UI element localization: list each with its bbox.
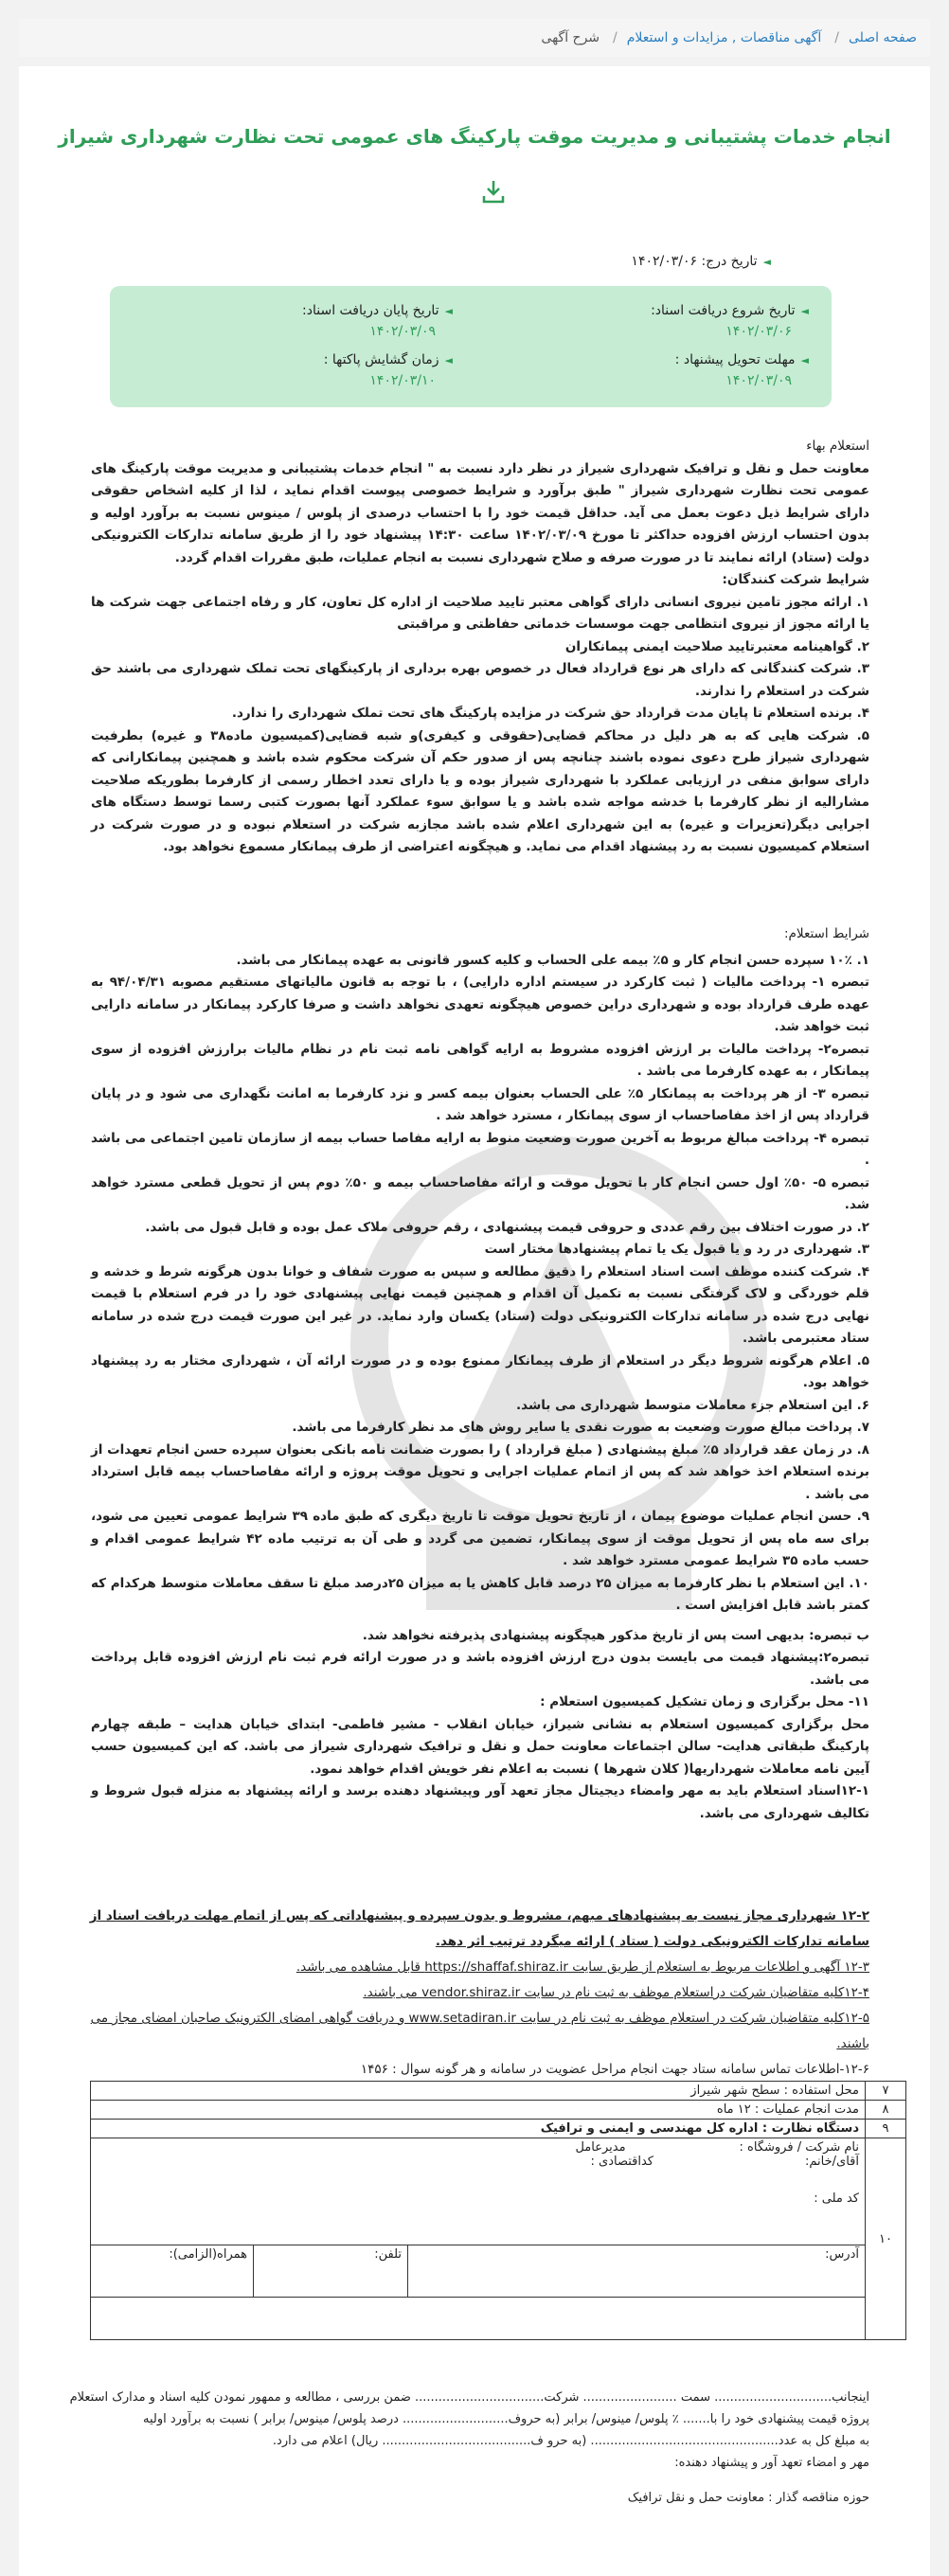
footer-line: به مبلغ کل به عدد................................................ (به حرو ف...................................... ریال) اعلام می دارد. — [272, 2434, 869, 2448]
footer-line: اینجانب.............................. سمت ........................ شرکت................................. ضمن بررسی ، مطالعه و ممهور نمودن کلیه اسناد و مدارک استعلام — [69, 2390, 869, 2405]
participant-condition: ۱. ارائه مجوز تامین نیروی انسانی دارای گواهی معتبر تایید صلاحیت از اداره کل تعاون، کار و رفاه اجتماعی جهت شرکت ها یا ارائه مجوز از نیروی انتظامی جهت موسسات خدماتی حفاظتی و مراقبتی — [91, 594, 869, 632]
deadline-date — [506, 352, 809, 388]
terms-section — [91, 923, 869, 1825]
download-icon[interactable] — [479, 177, 508, 206]
start-value: ۱۴۰۲/۰۳/۰۶ — [725, 324, 792, 339]
address-cell: آدرس: — [408, 2245, 866, 2298]
breadcrumb — [19, 19, 930, 57]
econ-label: کداقتصادی : — [590, 2155, 654, 2169]
footer-section — [55, 2387, 869, 2509]
participant-condition: ۲. گواهینامه معتبرتایید صلاحیت ایمنی پیمانکاران — [564, 638, 869, 654]
table-cell: محل استفاده : سطح شهر شیراز — [91, 2082, 866, 2101]
term: تبصره۲- پرداخت مالیات بر ارزش افزوده مشروط به ارایه گواهی نامه ثبت نام در نظام مالیات برارزش افزوده از سوی پیمانکار ، به عهده کارفرما می باشد . — [91, 1041, 869, 1079]
row-number: ۱۰ — [866, 2138, 906, 2340]
term: ۴. شرکت کننده موظف است اسناد استعلام را دقیق مطالعه و سپس به صورت شفاف و خوانا بدون هرگونه شرط و خدشه و قلم خوردگی و لاک گرفتگی نسبت به تکمیل آن اقدام و همچنین قیمت نهایی پیشنهادی خود را در فرم استعلام با قیمت نهایی درج شده در سامانه تدارکات الکترونیکی دولت (ستاد) یکسان وارد نماید. در غیر این صورت قیمت درج شده در سامانه ستاد معتبرمی باشد. — [91, 1263, 869, 1346]
note[interactable]: ۱۲-۴کلیه متقاضیان شرکت دراستعلام موظف به ثبت نام در سایت vendor.shiraz.ir می باشند. — [363, 1985, 869, 2000]
term: تبصره ۵- ۵۰٪ اول حسن انجام کار با تحویل موقت و ارائه مفاصاحساب بیمه و ۵۰٪ دوم پس از تحویل قطعی مسترد خواهد شد. — [91, 1174, 870, 1212]
conditions-heading: شرایط شرکت کنندگان: — [722, 572, 869, 587]
term: ۷. پرداخت مبالغ صورت وضعیت به صورت نقدی یا سایر روش های مد نظر کارفرما می باشد. — [292, 1420, 869, 1435]
footer-line: حوزه مناقصه گذار : معاونت حمل و نقل ترافیک — [627, 2491, 869, 2505]
ad-card — [19, 66, 930, 2576]
triangle-icon: ◄ — [800, 305, 809, 317]
term: تبصره ۴- پرداخت مبالغ مربوط به آخرین صورت وضعیت منوط به ارایه مفاصا حساب بیمه از سازمان تامین اجتماعی می باشد . — [91, 1130, 869, 1168]
open-value: ۱۴۰۲/۰۳/۱۰ — [369, 373, 436, 388]
note[interactable]: ۱۲-۳ آگهی و اطلاعات مربوط به استعلام از طریق سایت https://shaffaf.shiraz.ir قابل مشاهده می باشد. — [295, 1959, 869, 1975]
triangle-icon: ◄ — [762, 256, 771, 268]
breadcrumb-section[interactable]: آگهی مناقصات , مزایدات و استعلام — [626, 30, 822, 45]
term: ۲. در صورت اختلاف بین رقم عددی و حروفی قیمت پیشنهادی ، رقم حروفی ملاک عمل بوده و قابل قبول می باشد. — [145, 1219, 869, 1235]
row-number: ۹ — [866, 2120, 906, 2138]
terms-heading: شرایط استعلام: — [784, 926, 869, 941]
notes-section — [55, 1904, 869, 2083]
end-date — [150, 303, 453, 339]
open-label: زمان گشایش پاکتها : — [323, 352, 439, 367]
row-number: ۸ — [866, 2101, 906, 2120]
mr-label: آقای/خانم: — [805, 2155, 859, 2169]
end-label: تاریخ پایان دریافت اسناد: — [302, 303, 439, 318]
start-date — [506, 303, 809, 339]
term: تبصره ۳- از هر پرداخت به پیمانکار ۵٪ علی الحساب بعنوان بیمه کسر و نزد کارفرما به امانت نگهداری می شود و در پایان قرارداد پس از اخذ مفاصاحساب از سوی پیمانکار ، مسترد خواهد شد . — [91, 1085, 869, 1123]
term: ۱. ۱۰٪ سپرده حسن انجام کار و ۵٪ بیمه علی الحساب و کلیه کسور قانونی به عهده پیمانکار می باشد. — [236, 952, 869, 968]
term: ۳. شهرداری در رد و یا قبول یک یا تمام پیشنهادها مختار است — [484, 1242, 869, 1257]
footer-line: پروژه قیمت پیشنهادی خود را با....... ٪ پلوس/ مینوس/ برابر (به حروف........................... درصد پلوس/ مینوس/ برابر ) نسبت به برآورد اولیه — [142, 2412, 869, 2426]
intro-text: معاونت حمل و نقل و ترافیک شهرداری شیراز در نظر دارد نسبت به " انجام خدمات پشتیبانی و مدیریت موقت پارکینگ های عمومی تحت نظارت شهرداری شیراز " طبق برآورد و شرایط خصوصی پیوست اقدام نماید ، لذا از کلیه اشخاص حقوقی دارای شرایط ذیل دعوت بعمل می آید. حداقل قیمت خود را با احتساب درصدی از پلوس / مینوس نسبت به برآورد اولیه و بدون احتساب ارزش افزوده حداکثر تا مورخ ۱۴۰۲/۰۳/۰۹ ساعت ۱۴:۳۰ پیشنهاد خود را از طریق سامانه تدارکات الکترونیکی دولت (ستاد) ارائه نمایند تا در صورت صرفه و صلاح شهرداری نسبت به انجام عملیات، طبق مقررات اقدام گردد. — [91, 460, 869, 565]
term: ب تبصره: بدیهی است پس از تاریخ مذکور هیچگونه پیشنهادی پذیرفته نخواهد شد. — [362, 1627, 869, 1643]
company-cell — [91, 2138, 866, 2245]
table-cell: دستگاه نظارت : اداره کل مهندسی و ایمنی و ترافیک — [91, 2120, 866, 2138]
breadcrumb-sep: / — [613, 30, 618, 45]
national-code-label: کد ملی : — [814, 2191, 859, 2206]
table-cell: مدت انجام عملیات : ۱۲ ماه — [91, 2101, 866, 2120]
row-number: ۷ — [866, 2082, 906, 2101]
deadline-label: مهلت تحویل پیشنهاد : — [674, 352, 796, 367]
note: ۱۲-۶-اطلاعات تماس سامانه ستاد جهت انجام مراحل عضویت در سامانه و هر گونه سوال : ۱۴۵۶ — [360, 2062, 869, 2077]
participant-condition: ۳. شرکت کنندگانی که دارای هر نوع قرارداد فعال در خصوص بهره برداری از پارکینگهای تحت تملک شهرداری می باشند حق شرکت در استعلام را ندارند. — [91, 661, 869, 699]
bidder-info-table — [90, 2081, 906, 2340]
open-date — [150, 352, 453, 388]
empty-cell — [91, 2298, 866, 2340]
triangle-icon: ◄ — [444, 354, 453, 367]
page-title: انجام خدمات پشتیبانی و مدیریت موقت پارکینگ های عمومی تحت نظارت شهرداری شیراز — [58, 125, 891, 148]
footer-line: مهر و امضاء تعهد آور و پیشنهاد دهنده: — [674, 2456, 869, 2470]
intro-heading: استعلام بهاء — [806, 438, 869, 454]
term: محل برگزاری کمیسیون استعلام به نشانی شیراز، خیابان انقلاب - مشیر فاطمی- ابتدای خیابان هدایت – طبقه چهارم پارکینگ طبقاتی هدایت- سالن اجتماعات معاونت حمل و نقل و ترافیک شهرداری شیراز می باشد. که این کمیسیون حسب آیین نامه معاملات شهرداریها( کلان شهرها ) نسبت به اعلام نفر خویش اقدام خواهد نمود. — [91, 1716, 869, 1777]
deadline-value: ۱۴۰۲/۰۳/۰۹ — [725, 373, 792, 388]
participant-condition: ۴. برنده استعلام تا پایان مدت قرارداد حق شرکت در مزایده پارکینگ های تحت تملک شهرداری را ندارد. — [231, 706, 869, 721]
term: ۶. این استعلام جزء معاملات متوسط شهرداری می باشد. — [516, 1397, 869, 1413]
term: تبصره۲:پیشنهاد قیمت می بایست بدون درج ارزش افزوده باشد و در صورت ارائه فرم ثبت نام ارزش افزوده قابل پرداخت می باشد. — [91, 1650, 869, 1688]
publish-date-text: تاریخ درج: ۱۴۰۲/۰۳/۰۶ — [631, 254, 758, 269]
triangle-icon: ◄ — [800, 354, 809, 367]
breadcrumb-current: شرح آگهی — [541, 30, 600, 45]
publish-date — [631, 254, 771, 269]
phone-cell: تلفن: — [254, 2245, 408, 2298]
dates-box — [110, 286, 832, 407]
note[interactable]: ۱۲-۵کلیه متقاضیان شرکت در استعلام موظف به ثبت نام در سایت www.setadiran.ir و دریافت گواهی امضای الکترونیک صاحبان امضای مجاز می باشند. — [90, 2011, 869, 2051]
breadcrumb-home[interactable]: صفحه اصلی — [848, 30, 917, 45]
triangle-icon: ◄ — [444, 305, 453, 317]
term: تبصره ۱- پرداخت مالیات ( ثبت کارکرد در سیستم اداره دارایی) ، با توجه به قانون مالیاتهای مستقیم مصوبه ۹۴/۰۴/۳۱ به عهده طرف قرارداد بوده و شهرداری دراین خصوص هیچگونه تعهدی نخواهد داشت و صرفا کارکرد پیمانکار در سامانه دارایی ثبت خواهد شد. — [91, 975, 869, 1034]
term: ۱۲-۱اسناد استعلام باید به مهر وامضاء دیجیتال مجاز تعهد آور وپیشنهاد دهنده برسد و ارائه پیشنهاد به منزله قبول شروط و تکالیف شهرداری می باشد. — [91, 1783, 869, 1821]
breadcrumb-sep: / — [834, 30, 839, 45]
start-label: تاریخ شروع دریافت اسناد: — [651, 303, 796, 318]
note: ۱۲-۲ شهرداری مجاز نیست به پیشنهادهای مبهم، مشروط و بدون سپرده و پیشنهاداتی که پس از اتمام مهلت دریافت اسناد از سامانه تدارکات الکترونیکی دولت ( ستاد ) ارائه میگردد ترتیب اثر دهد. — [89, 1908, 869, 1949]
company-label: نام شرکت / فروشگاه : — [739, 2140, 859, 2155]
mobile-cell: همراه(الزامی): — [91, 2245, 254, 2298]
term: ۱۱- محل برگزاری و زمان تشکیل کمیسیون استعلام : — [540, 1694, 869, 1709]
term: ۱۰. این استعلام با نظر کارفرما به میزان ۲۵ درصد قابل کاهش یا به میزان ۲۵درصد مبلغ تا سقف معاملات متوسط هرکدام که کمتر باشد قابل افزایش است . — [91, 1575, 869, 1613]
term: ۵. اعلام هرگونه شروط دیگر در استعلام از طرف پیمانکار ممنوع بوده و در صورت ارائه آن ، شهرداری مختار به رد پیشنهاد خواهد بود. — [91, 1352, 869, 1390]
term: ۸. در زمان عقد قرارداد ۵٪ مبلغ پیشنهادی ( مبلغ قرارداد ) را بصورت ضمانت نامه بانکی بعنوان سپرده حسن انجام تعهدات از برنده استعلام اخذ خواهد شد که پس از اتمام عملیات اجرایی و تحویل موقت پروژه و ارائه مفاصاحساب بیمه قابل استرداد می باشد . — [91, 1441, 870, 1502]
intro-section — [91, 436, 869, 859]
end-value: ۱۴۰۲/۰۳/۰۹ — [369, 324, 436, 339]
term: ۹. حسن انجام عملیات موضوع پیمان ، از تاریخ تحویل موقت تا تاریخ دیگری که طبق ماده ۳۹ شرایط عمومی تعیین می شود، برای سه ماه پس از تحویل موقت از سوی پیمانکار، تضمین می گردد و طی آن به ترتیب ماده ۴۲ شرایط عمومی اقدام و حسب ماده ۳۵ شرایط عمومی مسترد خواهد شد . — [91, 1509, 869, 1568]
participant-condition: ۵. شرکت هایی که به هر دلیل در محاکم قضایی(حقوقی و کیفری)و شبه قضایی(کمیسیون ماده۳۸ و غیره) بطرفیت شهرداری شیراز طرح دعوی نموده باشند چنانچه پس از صدور حکم آن شرکت محکوم شده باشد و همچنین پیمانکارانی که دارای سوابق منفی در ارزیابی عملکرد با شهرداری شیراز بوده و یا دارای تعدد اخطار رسمی از کارفرما بطوریکه صلاحیت مشارالیه از نظر کارفرما با خدشه مواجه شده باشد و یا سوابق سوء عملکرد آنها بصورت کتبی رسما توسط دستگاه های اجرایی دیگر(تعزیرات و غیره) به این شهرداری اعلام شده باشد مجازبه شرکت در استعلام نبوده و در صورت شرکت در استعلام کمیسیون نسبت به رد پیشنهاد اقدام می نماید. و هیچگونه اعتراضی از طرف پیمانکار مسموع نخواهد بود. — [91, 727, 869, 854]
ceo-label: مدیرعامل — [575, 2140, 626, 2155]
